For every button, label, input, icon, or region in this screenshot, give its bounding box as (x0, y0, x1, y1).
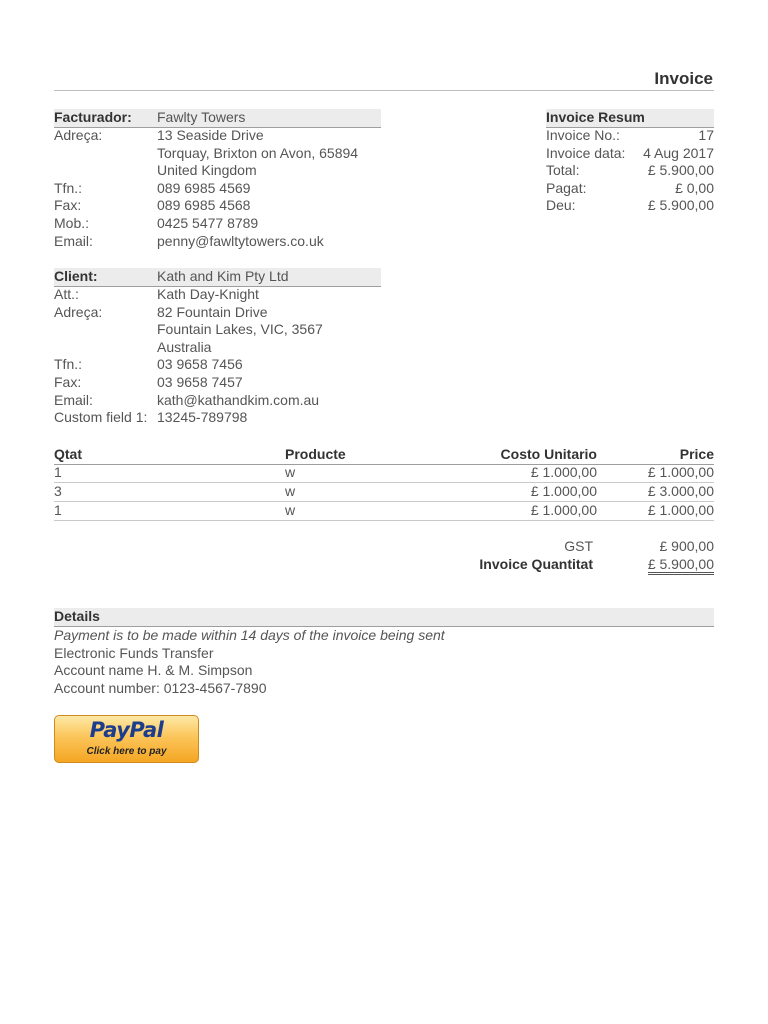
summary-row-value: £ 0,00 (675, 179, 714, 196)
client-header (54, 268, 381, 287)
biller-email-link[interactable]: penny@fawltytowers.co.uk (157, 232, 324, 249)
table-header (54, 446, 714, 465)
client-row-value: 13245-789798 (157, 409, 248, 426)
payment-method: Electronic Funds Transfer (54, 644, 214, 661)
summary-row (546, 127, 714, 145)
client-row-value: 82 Fountain Drive (157, 303, 268, 320)
biller-row-label: Mob.: (54, 215, 90, 231)
client-row-value: 03 9658 7457 (157, 374, 243, 390)
summary-row-label: Total: (546, 162, 580, 179)
account-name: Account name H. & M. Simpson (54, 662, 253, 679)
client-header-label: Client: (54, 268, 98, 284)
summary-row-label: Pagat: (546, 179, 587, 196)
summary-row-label: Invoice No.: (546, 127, 620, 143)
biller-name: Fawlty Towers (157, 109, 246, 125)
summary-row (546, 180, 714, 198)
client-row-value: Kath Day-Knight (157, 286, 259, 302)
cell-price: £ 1.000,00 (647, 502, 714, 518)
col-header-price: Price (679, 446, 714, 462)
summary-row (546, 162, 714, 180)
biller-row-value: 0425 5477 8789 (157, 215, 259, 231)
cell-unit-cost: £ 1.000,00 (530, 502, 597, 518)
client-row-label: Fax: (54, 374, 82, 390)
client-row-label: Att.: (54, 286, 79, 302)
invoice-total-label: Invoice Quantitat (479, 555, 593, 572)
biller-row-value: 089 6985 4569 (157, 179, 251, 196)
cell-product: w (285, 483, 296, 499)
biller-row-value: 089 6985 4568 (157, 197, 251, 214)
table-row (54, 464, 714, 483)
gst-row (54, 538, 714, 556)
title-divider (54, 90, 714, 91)
biller-header-label: Facturador: (54, 109, 132, 125)
biller-row-label: Fax: (54, 197, 82, 214)
biller-row-label: Email: (54, 232, 93, 249)
summary-row-value: £ 5.900,00 (647, 197, 714, 214)
payment-terms: Payment is to be made within 14 days of the invoice being sent (54, 627, 445, 643)
table-row (54, 502, 714, 521)
summary-row-value: 4 Aug 2017 (643, 144, 714, 161)
client-row-label: Adreça: (54, 303, 103, 320)
cell-product: w (285, 502, 296, 518)
gst-value: £ 900,00 (659, 538, 714, 554)
cell-qty: 1 (54, 502, 62, 518)
col-header-product: Producte (285, 446, 346, 462)
client-row-value: Australia (157, 338, 212, 355)
summary-header-label: Invoice Resum (546, 109, 645, 125)
invoice-total-row (54, 556, 714, 574)
summary-row-value: £ 5.900,00 (647, 162, 714, 179)
details-header: Details (54, 608, 714, 627)
invoice-total-value: £ 5.900,00 (648, 556, 714, 575)
gst-label: GST (564, 538, 593, 554)
cell-qty: 3 (54, 483, 62, 499)
biller-header (54, 109, 381, 128)
cell-unit-cost: £ 1.000,00 (530, 464, 597, 480)
paypal-logo: PayPal (89, 718, 164, 742)
client-row-label: Email: (54, 391, 93, 408)
paypal-subtext: Click here to pay (86, 746, 167, 757)
cell-price: £ 1.000,00 (647, 464, 714, 480)
summary-row-label: Invoice data: (546, 144, 626, 161)
client-email-link[interactable]: kath@kathandkim.com.au (157, 391, 320, 408)
client-row-label: Tfn.: (54, 356, 83, 373)
client-row-value: 03 9658 7456 (157, 356, 243, 373)
client-row-label: Custom field 1: (54, 409, 148, 426)
biller-row-label: Tfn.: (54, 179, 83, 196)
cell-product: w (285, 464, 296, 480)
table-row (54, 483, 714, 502)
col-header-qty: Qtat (54, 446, 82, 462)
summary-header (546, 109, 714, 128)
page-title: Invoice (654, 69, 713, 88)
summary-row (546, 197, 714, 215)
biller-row-value: Torquay, Brixton on Avon, 65894 (157, 144, 359, 161)
summary-row-label: Deu: (546, 197, 576, 214)
biller-row-value: 13 Seaside Drive (157, 127, 264, 143)
cell-unit-cost: £ 1.000,00 (530, 483, 597, 499)
client-name: Kath and Kim Pty Ltd (157, 268, 289, 284)
summary-row (546, 145, 714, 163)
paypal-button[interactable] (54, 715, 199, 763)
cell-price: £ 3.000,00 (647, 483, 714, 499)
biller-row-label: Adreça: (54, 127, 103, 143)
col-header-unit-cost: Costo Unitario (500, 446, 597, 462)
summary-row-value: 17 (698, 127, 714, 143)
cell-qty: 1 (54, 464, 62, 480)
client-row-value: Fountain Lakes, VIC, 3567 (157, 321, 323, 338)
account-number: Account number: 0123-4567-7890 (54, 679, 267, 696)
biller-row-value: United Kingdom (157, 162, 257, 179)
